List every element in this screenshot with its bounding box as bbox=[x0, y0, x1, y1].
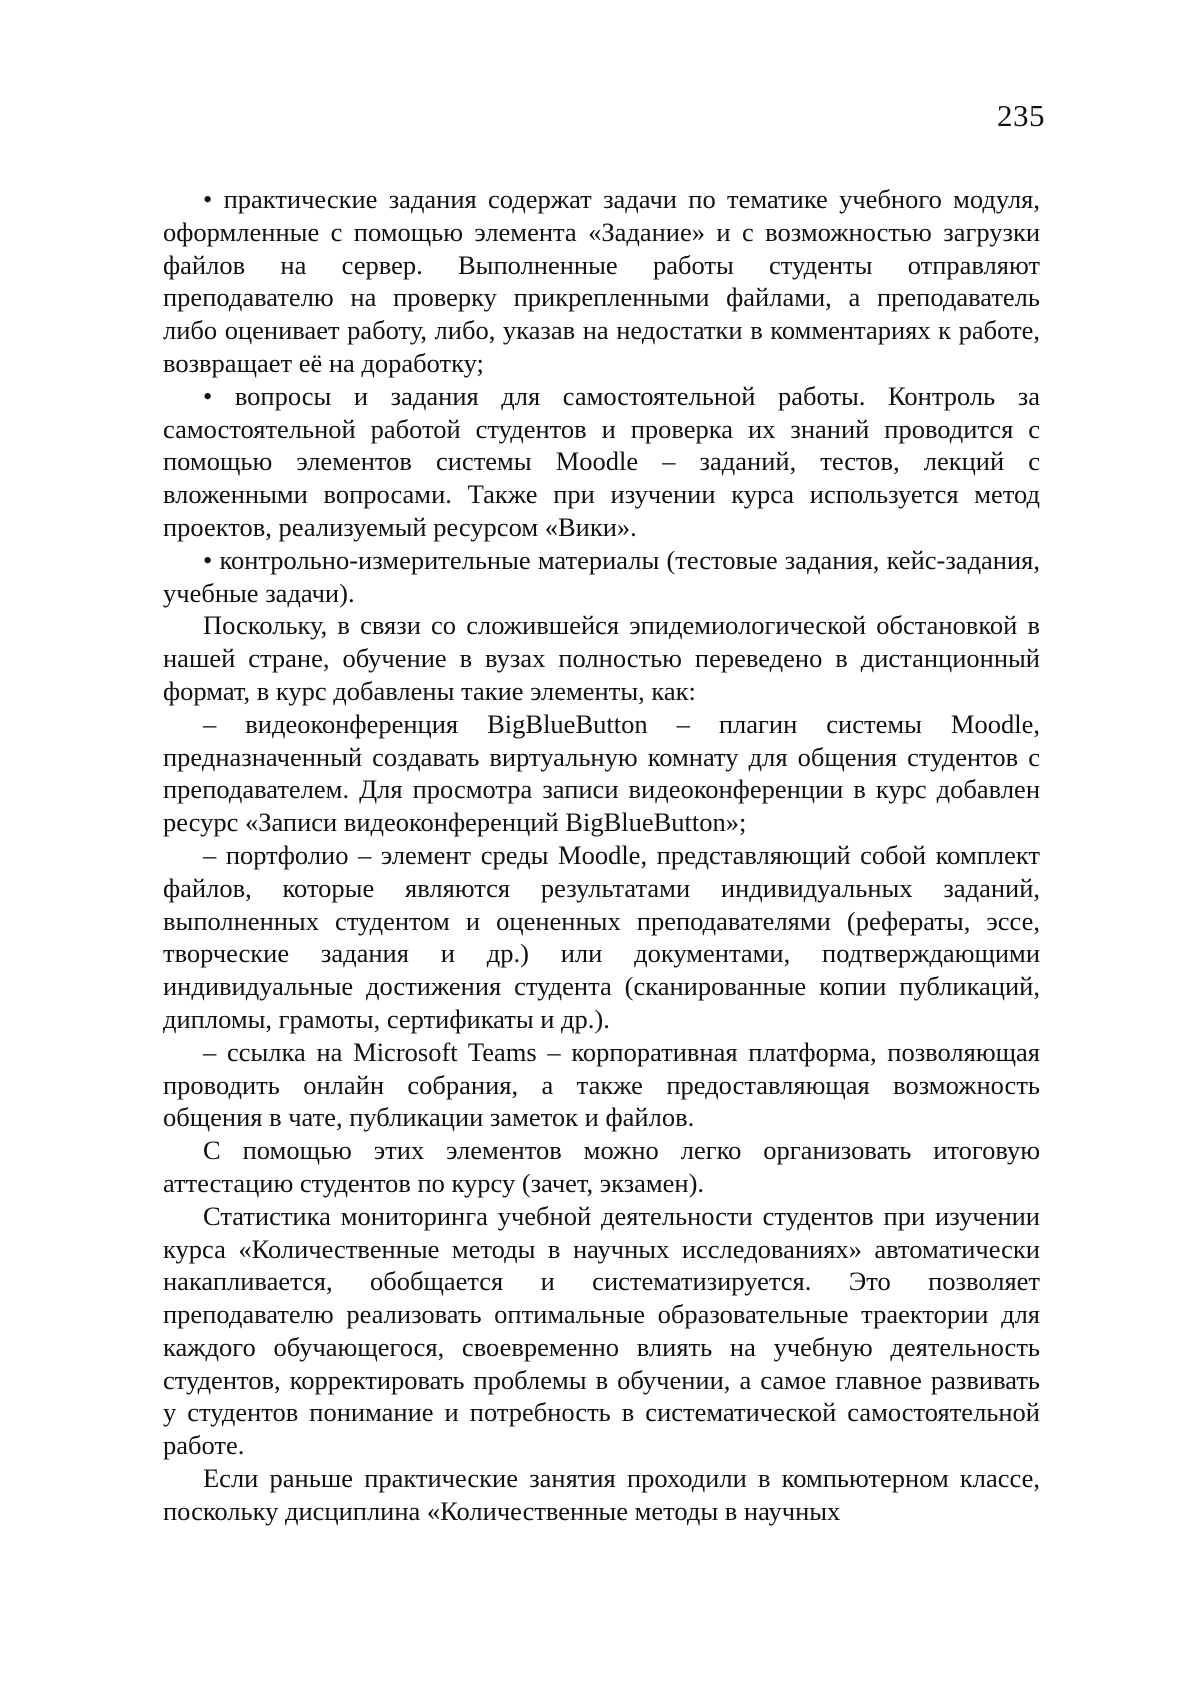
body-text bbox=[163, 183, 1040, 1528]
paragraph-control-materials: • контрольно-измерительные материалы (тестовые задания, кейс-задания, учебные задачи). bbox=[163, 544, 1040, 610]
paragraph-portfolio: – портфолио – элемент среды Moodle, представляющий собой комплект файлов, которые являются результатами индивидуальных заданий, выполненных студентом и оцененных преподавателями (рефераты, эссе, творческие задания и др.) или документами, подтверждающими индивидуальные достижения студента (скани­рованные копии публикаций, дипломы, грамоты, сертификаты и др.). bbox=[163, 839, 1040, 1036]
document-page bbox=[0, 0, 1200, 1703]
page-number: 235 bbox=[997, 98, 1045, 134]
paragraph-bigbluebutton: – видеоконференция BigBlueButton – плагин системы Moodle, предназначенный создавать виртуальную комнату для общения студентов с преподавателем. Для просмотра записи видеоконференции в курс добавлен ресурс «Записи видеоконференций BigBlueButton»; bbox=[163, 708, 1040, 839]
paragraph-microsoft-teams: – ссылка на Microsoft Teams – корпоративная платформа, позволяющая проводить онлайн собрания, а также предоставляющая возможность общения в чате, публикации заметок и файлов. bbox=[163, 1036, 1040, 1134]
paragraph-self-study-questions: • вопросы и задания для самостоятельной работы. Контроль за самостоятельной работой студентов и проверка их знаний проводится с помощью элементов системы Moodle – заданий, тестов, лекций с вложенными вопросами. Также при изучении курса используется метод проектов, реализуемый ресурсом «Вики». bbox=[163, 380, 1040, 544]
paragraph-distance-format: Поскольку, в связи со сложившейся эпидемиологической обстанов­кой в нашей стране, обучение в вузах полностью переведено в дистанционный формат, в курс добавлены такие элементы, как: bbox=[163, 609, 1040, 707]
paragraph-computer-class: Если раньше практические занятия проходили в компьютерном классе, поскольку дисциплина «Количественные методы в научных bbox=[163, 1462, 1040, 1528]
paragraph-final-attestation: С помощью этих элементов можно легко организовать итоговую аттестацию студентов по курсу (зачет, экзамен). bbox=[163, 1134, 1040, 1200]
paragraph-practical-tasks: • практические задания содержат задачи по тематике учебного модуля, оформленные с помощью элемента «Задание» и с возмож­ностью загрузки файлов на сервер. Выполненные работы студенты отправляют преподавателю на проверку прикрепленными файлами, а преподаватель либо оценивает работу, либо, указав на недостатки в комментариях к работе, возвращает её на доработку; bbox=[163, 183, 1040, 380]
paragraph-monitoring-statistics: Статистика мониторинга учебной деятельности студентов при изучении курса «Количественные методы в научных исследованиях» автоматически накапливается, обобщается и систематизируется. Это позволяет преподавателю реализовать оптимальные образовательные траектории для каждого обучающегося, своевременно влиять на учебную деятельность студентов, корректировать проблемы в обучении, а самое главное развивать у студентов понимание и потребность в систематической самостоятельной работе. bbox=[163, 1200, 1040, 1462]
